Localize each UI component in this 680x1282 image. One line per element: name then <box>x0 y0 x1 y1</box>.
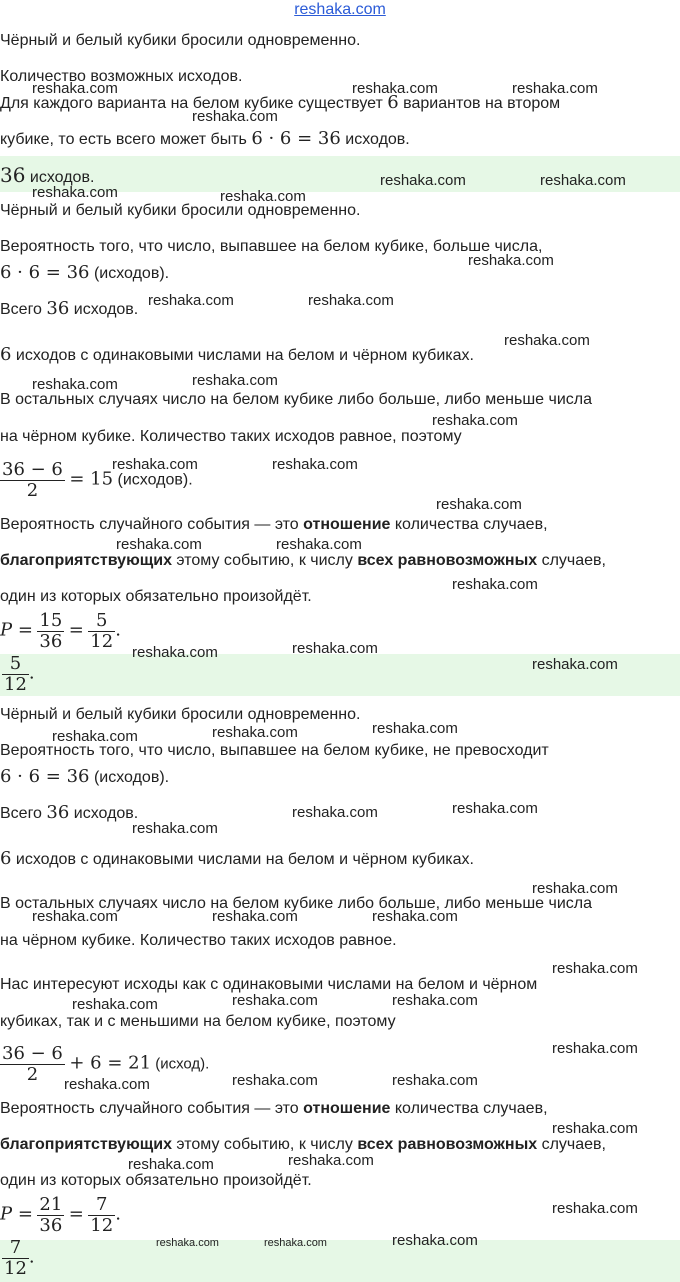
s2-definition-1: Вероятность случайного события — это отношение количества случаев, <box>0 516 548 533</box>
watermark: reshaka.com <box>292 804 378 821</box>
watermark: reshaka.com <box>380 172 466 189</box>
watermark: reshaka.com <box>436 496 522 513</box>
s3-definition-1: Вероятность случайного события — это отношение количества случаев, <box>0 1100 548 1117</box>
watermark: reshaka.com <box>72 996 158 1013</box>
s1-heading: Количество возможных исходов. <box>0 68 243 85</box>
watermark: reshaka.com <box>552 1120 638 1137</box>
s3-question: Вероятность того, что число, выпавшее на белом кубике, не превосходит <box>0 742 549 759</box>
s2-equal-outcomes: 6 исходов с одинаковыми числами на белом и чёрном кубиках. <box>0 344 474 365</box>
watermark: reshaka.com <box>512 80 598 97</box>
s2-other-cases-2: на чёрном кубике. Количество таких исходов равное, поэтому <box>0 428 462 445</box>
s3-interest-1: Нас интересуют исходы как с одинаковыми числами на белом и чёрном <box>0 976 538 993</box>
s2-total-formula: 6 · 6 = 36 (исходов). <box>0 262 170 283</box>
watermark: reshaka.com <box>504 332 590 349</box>
s3-probability: P = $\frac{21}{36}$ = $\frac{7}{12}$ . <box>0 1194 121 1236</box>
s3-definition-2: благоприятствующих этому событию, к числу всех равновозможных случаев, <box>0 1136 606 1153</box>
s2-probability: P = $\frac{15}{36}$ = $\frac{5}{12}$ . <box>0 610 121 652</box>
watermark: reshaka.com <box>272 456 358 473</box>
watermark: reshaka.com <box>532 656 618 673</box>
s2-total: Всего 36 исходов. <box>0 298 139 319</box>
watermark: reshaka.com <box>128 1156 214 1173</box>
watermark: reshaka.com <box>452 576 538 593</box>
s3-intro: Чёрный и белый кубики бросили одновременно. <box>0 706 361 723</box>
s3-interest-2: кубиках, так и с меньшими на белом кубике, поэтому <box>0 1013 396 1030</box>
s3-other-cases-1: В остальных случаях число на белом кубике либо больше, либо меньше числа <box>0 895 593 912</box>
watermark: reshaka.com <box>32 80 118 97</box>
watermark: reshaka.com <box>32 376 118 393</box>
watermark: reshaka.com <box>352 80 438 97</box>
watermark: reshaka.com <box>432 412 518 429</box>
s3-total-formula: 6 · 6 = 36 (исходов). <box>0 766 170 787</box>
watermark: reshaka.com <box>264 1237 327 1249</box>
s2-definition-2: благоприятствующих этому событию, к числу всех равновозможных случаев, <box>0 552 606 569</box>
watermark: reshaka.com <box>372 720 458 737</box>
s3-other-cases-2: на чёрном кубике. Количество таких исходов равное. <box>0 932 397 949</box>
site-link[interactable]: reshaka.com <box>294 1 386 18</box>
watermark: reshaka.com <box>276 536 362 553</box>
s3-total: Всего 36 исходов. <box>0 802 139 823</box>
s3-fraction: $\frac{36 - 6}{2}$ <box>2 1043 63 1085</box>
watermark: reshaka.com <box>532 880 618 897</box>
watermark: reshaka.com <box>452 800 538 817</box>
watermark: reshaka.com <box>212 908 298 925</box>
s2-fraction-calc: $\frac{36 - 6}{2}$ = 15 (исходов). <box>2 459 193 501</box>
s2-definition-3: один из которых обязательно произойдёт. <box>0 588 312 605</box>
watermark: reshaka.com <box>156 1237 219 1249</box>
watermark: reshaka.com <box>148 292 234 309</box>
s2-fraction: $\frac{36 - 6}{2}$ <box>2 459 63 501</box>
watermark: reshaka.com <box>540 172 626 189</box>
watermark: reshaka.com <box>64 1076 150 1093</box>
watermark: reshaka.com <box>192 372 278 389</box>
s1-intro: Чёрный и белый кубики бросили одновременно. <box>0 32 361 49</box>
watermark: reshaka.com <box>192 108 278 125</box>
s1-text-1: Для каждого варианта на белом кубике существует 6 вариантов на втором <box>0 92 561 113</box>
watermark: reshaka.com <box>552 1040 638 1057</box>
s3-definition-3: один из которых обязательно произойдёт. <box>0 1172 312 1189</box>
watermark: reshaka.com <box>116 536 202 553</box>
watermark: reshaka.com <box>288 1152 374 1169</box>
watermark: reshaka.com <box>392 1232 478 1249</box>
s2-question: Вероятность того, что число, выпавшее на белом кубике, больше числа, <box>0 238 543 255</box>
watermark: reshaka.com <box>220 188 306 205</box>
watermark: reshaka.com <box>372 908 458 925</box>
watermark: reshaka.com <box>552 1200 638 1217</box>
watermark: reshaka.com <box>292 640 378 657</box>
watermark: reshaka.com <box>552 960 638 977</box>
watermark: reshaka.com <box>468 252 554 269</box>
s2-answer: $\frac{5}{12}$ . <box>4 653 35 695</box>
watermark: reshaka.com <box>232 1072 318 1089</box>
watermark: reshaka.com <box>392 1072 478 1089</box>
s1-text-2: кубике, то есть всего может быть 6 · 6 = 36 исходов. <box>0 128 410 149</box>
watermark: reshaka.com <box>112 456 198 473</box>
watermark: reshaka.com <box>32 184 118 201</box>
watermark: reshaka.com <box>132 644 218 661</box>
s1-answer: 36 исходов. <box>0 163 95 187</box>
s2-intro: Чёрный и белый кубики бросили одновременно. <box>0 202 361 219</box>
watermark: reshaka.com <box>132 820 218 837</box>
s3-answer: $\frac{7}{12}$ . <box>4 1237 35 1279</box>
s3-equal-outcomes: 6 исходов с одинаковыми числами на белом и чёрном кубиках. <box>0 848 474 869</box>
s3-fraction-calc: $\frac{36 - 6}{2}$ + 6 = 21 (исход). <box>2 1043 210 1085</box>
watermark: reshaka.com <box>232 992 318 1009</box>
watermark: reshaka.com <box>308 292 394 309</box>
watermark: reshaka.com <box>212 724 298 741</box>
s3-answer-band <box>0 1237 680 1282</box>
watermark: reshaka.com <box>392 992 478 1009</box>
watermark: reshaka.com <box>32 908 118 925</box>
s2-other-cases-1: В остальных случаях число на белом кубике либо больше, либо меньше числа <box>0 391 593 408</box>
watermark: reshaka.com <box>52 728 138 745</box>
